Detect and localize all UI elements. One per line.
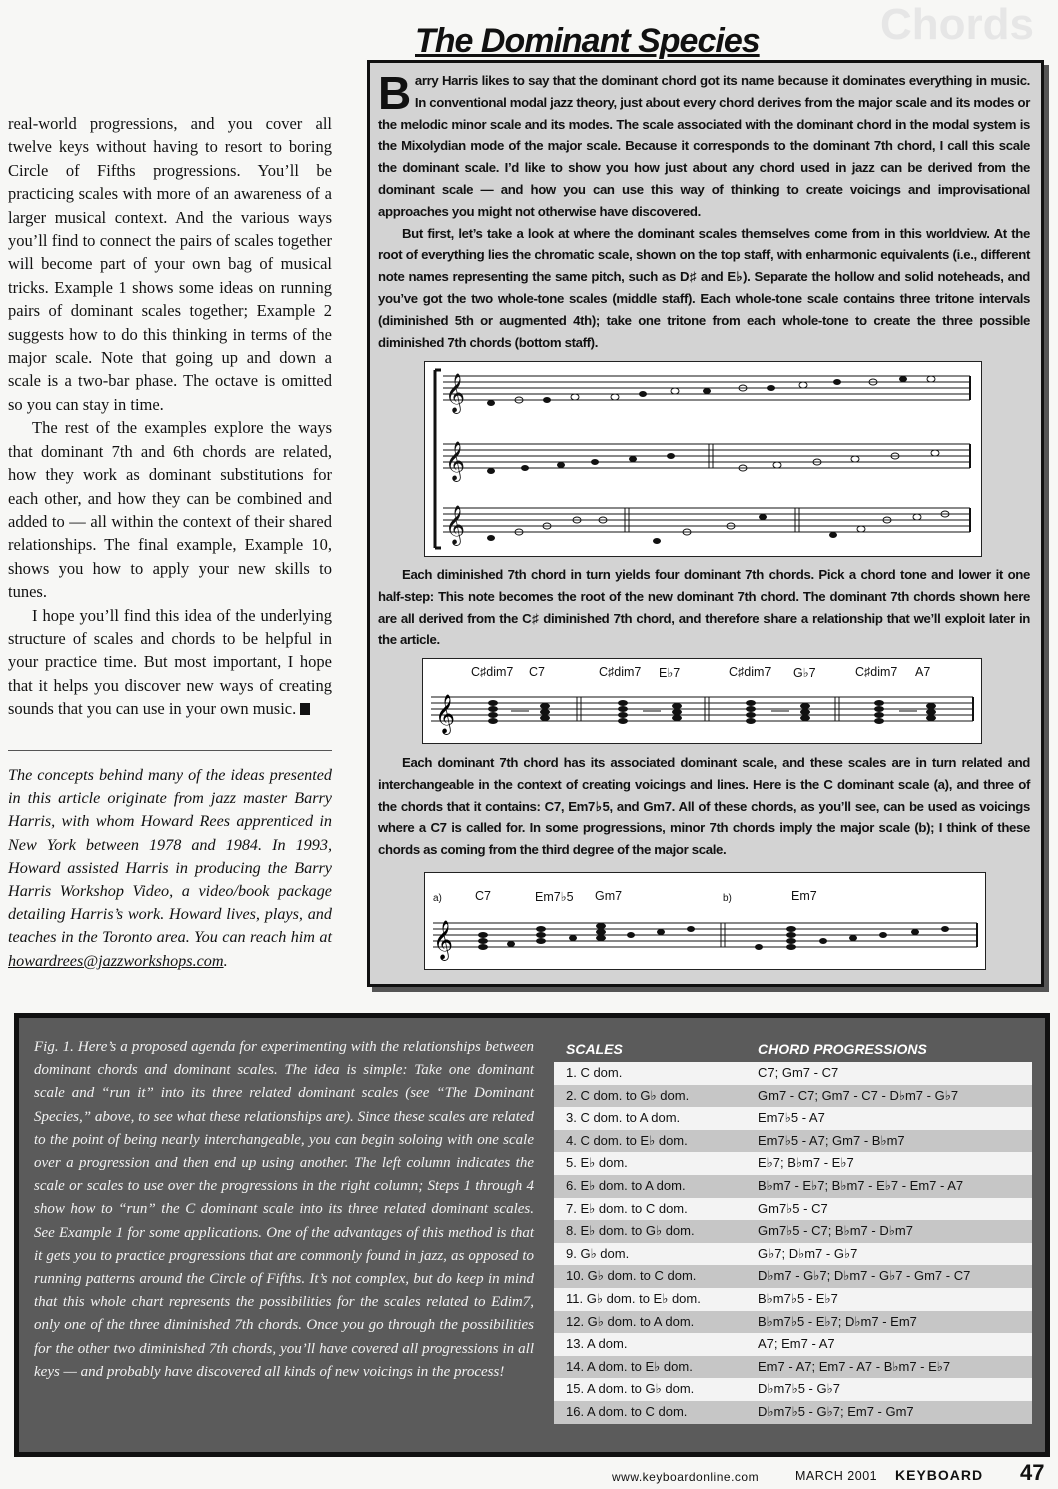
treble-clef-icon: 𝄞	[435, 694, 456, 734]
music-example-c-dominant	[424, 872, 986, 970]
chord-label: C♯dim7	[599, 665, 642, 679]
scale-cell: 13. A dom.	[566, 1336, 628, 1352]
table-header	[554, 1038, 1032, 1062]
music-notation-1	[425, 362, 981, 556]
treble-clef-icon: 𝄞	[445, 505, 466, 545]
table-row	[554, 1152, 1032, 1175]
table-row	[554, 1107, 1032, 1130]
sidebar-paragraph-text: arry Harris likes to say that the dominant chord got its name because it dominates everything in music. In conventional modal jazz theory, just about every chord derives from the major scale and its modes or the melodic minor scale and its modes. The scale associated with the dominant chord in the modal system is the Mixolydian mode of the major scale. Because it corresponds to the dominant 7th chord, I call this scale the dominant scale. I’d like to show you how just about any chord used in jazz can be derived from the dominant scale — and how you can use this way of thinking to create voicings and improvisational approaches you might not otherwise have discovered.	[378, 73, 1030, 219]
progression-cell: Em7 - A7; Em7 - A7 - B♭m7 - E♭7	[758, 1358, 951, 1374]
sidebar-intro	[378, 67, 1030, 353]
music-notation-3	[425, 873, 985, 969]
progression-cell: C7; Gm7 - C7	[758, 1065, 839, 1080]
scale-cell: 16. A dom. to C dom.	[566, 1404, 688, 1419]
email-link[interactable]: howardrees@jazzworkshops.com	[8, 951, 224, 970]
scale-cell: 11. G♭ dom. to E♭ dom.	[566, 1291, 701, 1306]
music-notation-2	[423, 659, 981, 743]
sidebar-paragraph	[378, 67, 1030, 223]
progression-cell: B♭m7♭5 - E♭7	[758, 1291, 838, 1306]
treble-clef-icon: 𝄞	[445, 373, 466, 413]
noteheads-top	[487, 376, 935, 406]
sidebar-paragraph: Each dominant 7th chord has its associated dominant scale, and these scales are in turn related and interchangeable in the context of creating voicings and lines. Here is the C dominant scale (a), and three of the chords that it contains: C7, Em7♭5, and Gm7. All of these chords, as you’ll see, can be used as voicings where a C7 is called for. In some progressions, minor 7th chords imply the major scale (b); I think of these chords as coming from the third degree of the major scale.	[378, 755, 1030, 858]
table-row	[554, 1378, 1032, 1401]
progression-cell: Em7♭5 - A7	[758, 1110, 825, 1126]
sidebar-dim7-text	[378, 564, 1030, 651]
article-paragraph	[8, 604, 332, 721]
chord-label: Em7	[791, 889, 817, 903]
scale-cell: 5. E♭ dom.	[566, 1155, 628, 1171]
progression-cell: B♭m7♭5 - E♭7; D♭m7 - Em7	[758, 1313, 917, 1329]
progression-cell: A7; Em7 - A7	[758, 1336, 835, 1352]
scale-cell: 9. G♭ dom.	[566, 1245, 630, 1261]
sidebar-paragraph: But first, let’s take a look at where the dominant scales themselves come from in this worldview. At the root of everything lies the chromatic scale, shown on the top staff, with enharmonic equivalents (i.e., different note names representing the same pitch, such as D♯ and E♭). Separate the hollow and solid noteheads, and you’ve got the two whole-tone scales (middle staff). Each whole-tone scale contains three tritone intervals (diminished 5th or augmented 4th); take one tritone from each whole-tone to create the three possible diminished 7th chords (bottom staff).	[378, 225, 1030, 350]
end-mark-icon	[300, 703, 310, 715]
table-row	[554, 1265, 1032, 1288]
sidebar-scale-text	[378, 752, 1030, 861]
table-row	[554, 1243, 1032, 1266]
bio-text: The concepts behind many of the ideas presented in this article originate from jazz master Barry Harris, with whom Howard Rees apprenticed in New York between 1978 and 1984. In 1993, Howard assisted Harris in producing the Barry Harris Workshop Video, a video/book package detailing Harris’s work. Howard lives, plays, and teaches in the Toronto area. You can reach him at	[8, 766, 332, 947]
bio-divider	[8, 750, 332, 751]
chord-label: Em7♭5	[535, 890, 574, 904]
scale-cell: 1. C dom.	[566, 1065, 623, 1080]
chord-label: Gm7	[595, 889, 623, 903]
chord-label: C♯dim7	[855, 665, 898, 679]
footer-issue-date: MARCH 2001	[795, 1469, 878, 1483]
scale-cell: 2. C dom. to G♭ dom.	[566, 1087, 690, 1103]
staff-top	[443, 376, 970, 400]
article-left-column	[8, 112, 332, 721]
progression-cell: E♭7; B♭m7 - E♭7	[758, 1155, 854, 1171]
chord-label: G♭7	[793, 666, 816, 680]
progression-cell: Gm7♭5 - C7	[758, 1200, 828, 1216]
noteheads-bottom	[487, 511, 949, 544]
table-row	[554, 1062, 1032, 1085]
progression-cell: D♭m7♭5 - G♭7	[758, 1381, 840, 1397]
scale-cell: 12. G♭ dom. to A dom.	[566, 1313, 695, 1329]
table-row	[554, 1130, 1032, 1153]
column-header-scales: SCALES	[566, 1041, 623, 1057]
music-example-chromatic	[424, 361, 982, 557]
scale-cell: 10. G♭ dom. to C dom.	[566, 1268, 697, 1284]
figure-caption: Fig. 1. Here’s a proposed agenda for experimenting with the relationships between dominant chords and dominant scales. The idea is simple: Take one dominant scale and “run it” into its three related dominant scales (see “The Dominant Species,” above, to see what these relationships are). Since these scales are related to the point of being nearly interchangeable, you can begin soloing with one scale over a progression and then end up using another. The left column indicates the scale or scales to use over the progressions in the right column; Steps 1 through 4 show how to “run” the C dominant scale into its three related dominant scales. See Example 1 for some applications. One of the advantages of this method is that it gets you to practice progressions that are commonly found in jazz, as opposed to running patterns around the Circle of Fifths. It’s not complex, but do keep in mind that this whole chart represents the possibilities for the scales related to Edim7, only one of the three diminished 7th chords. Once you go through the possibilities for the other two diminished 7th chords, you’ll have covered all progressions in all keys — and probably have discovered all kinds of new voicings in the process!	[34, 1039, 534, 1380]
treble-clef-icon: 𝄞	[445, 441, 466, 481]
scale-cell: 7. E♭ dom. to C dom.	[566, 1200, 688, 1216]
sidebar-paragraph: Each diminished 7th chord in turn yields four dominant 7th chords. Pick a chord tone and lower it one half-step: This note becomes the root of the new dominant 7th chord. The dominant 7th chords shown here are all derived from the C♯ diminished 7th chord, and therefore share a relationship that we’ll exploit later in the article.	[378, 567, 1030, 648]
progression-cell: G♭7; D♭m7 - G♭7	[758, 1245, 858, 1261]
table-row	[554, 1220, 1032, 1243]
scales-chord-progressions-table	[554, 1038, 1032, 1424]
chord-label: C7	[529, 665, 545, 679]
article-paragraph-text: I hope you’ll find this idea of the underlying structure of scales and chords to be helpful in your practice time. But most important, I hope that it helps you discover new ways of creating sounds that you can use in your own music.	[8, 605, 332, 719]
progression-cell: Gm7 - C7; Gm7 - C7 - D♭m7 - G♭7	[758, 1087, 959, 1103]
chord-label: E♭7	[659, 666, 681, 680]
table-row	[554, 1288, 1032, 1311]
column-header-progressions: CHORD PROGRESSIONS	[758, 1041, 927, 1057]
article-paragraph: real-world progressions, and you cover all twelve keys without having to resort to boring Circle of Fifths progressions. You’ll be practicing scales with more of an awareness of a larger musical context. And the various ways you’ll find to connect the pairs of scales together will become part of your own bag of musical tricks. Example 1 shows some ideas on running pairs of dominant scales together; Example 2 suggests how to do this thinking in terms of the major scale. Note that going up and down a scale is a two-bar phase. The octave is omitted so you can stay in time.	[8, 114, 332, 414]
table-row	[554, 1401, 1032, 1424]
bio-end: .	[223, 951, 228, 970]
ghost-heading: Chords	[880, 0, 1034, 49]
progression-cell: B♭m7 - E♭7; B♭m7 - E♭7 - Em7 - A7	[758, 1178, 964, 1193]
progression-cell: D♭m7♭5 - G♭7; Em7 - Gm7	[758, 1404, 914, 1419]
progression-cell: Em7♭5 - A7; Gm7 - B♭m7	[758, 1132, 905, 1148]
chord-label: C♯dim7	[471, 665, 514, 679]
scale-cell: 3. C dom. to A dom.	[566, 1110, 681, 1126]
chord-label: C7	[475, 889, 491, 903]
scale-cell: 6. E♭ dom. to A dom.	[566, 1178, 686, 1193]
scale-cell: 14. A dom. to E♭ dom.	[566, 1358, 693, 1374]
footer-url[interactable]: www.keyboardonline.com	[612, 1470, 760, 1484]
footer-magazine-name: KEYBOARD	[895, 1467, 984, 1483]
author-bio	[8, 764, 332, 973]
example-label-a: a)	[433, 893, 442, 904]
article-paragraph: The rest of the examples explore the ways that dominant 7th and 6th chords are related, how they work as dominant substitutions for each other, and how they can be combined and added to — all within the context of their shared relationships. The final example, Example 10, shows you how to apply your new skills to tunes.	[8, 418, 332, 602]
chord-label: C♯dim7	[729, 665, 772, 679]
table-row	[554, 1175, 1032, 1198]
table-row	[554, 1356, 1032, 1379]
table-row	[554, 1198, 1032, 1221]
table-row	[554, 1311, 1032, 1334]
scale-cell: 8. E♭ dom. to G♭ dom.	[566, 1223, 695, 1239]
chord-label: A7	[915, 665, 931, 679]
headline: The Dominant Species	[415, 22, 760, 60]
music-example-dim7-chords	[422, 658, 982, 744]
table-row	[554, 1085, 1032, 1108]
example-label-b: b)	[723, 893, 732, 904]
treble-clef-icon: 𝄞	[433, 920, 454, 960]
page-number: 47	[1020, 1460, 1045, 1485]
progression-cell: D♭m7 - G♭7; D♭m7 - G♭7 - Gm7 - C7	[758, 1268, 971, 1284]
scale-cell: 4. C dom. to E♭ dom.	[566, 1132, 688, 1148]
scale-cell: 15. A dom. to G♭ dom.	[566, 1381, 695, 1397]
table-row	[554, 1333, 1032, 1356]
drop-cap: B	[378, 67, 411, 119]
progression-cell: Gm7♭5 - C7; B♭m7 - D♭m7	[758, 1223, 913, 1239]
